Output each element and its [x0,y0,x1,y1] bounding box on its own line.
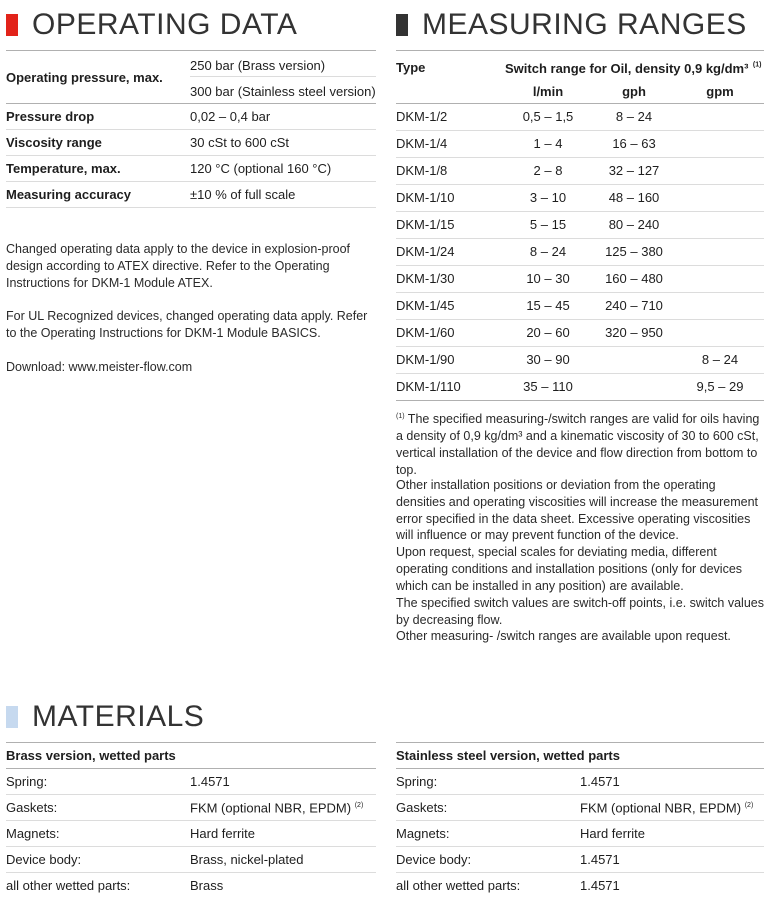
measuring-title: MEASURING RANGES [422,8,747,41]
table-row [6,847,376,872]
operating-value: 120 °C (optional 160 °C) [190,160,332,176]
measuring-note: Other measuring- /switch ranges are available upon request. [396,629,731,643]
table-row [6,51,376,103]
material-value-text: 1.4571 [190,773,230,789]
material-label: Gaskets: [6,799,58,815]
atex-note: Changed operating data apply to the device in explosion-proof design according to ATEX directive. Refer to the Operating Instructions for DKM-1 Module ATEX. [6,242,350,290]
measuring-note: Other installation positions or deviation from the operating densities and operating viscosities will increase the measurement error specified in the data sheet. Excessive operating viscosities will influence or may prevent function of the device. [396,478,758,543]
operating-section-header [6,8,297,42]
steel-rows [396,769,764,898]
measuring-section-header [396,8,747,42]
range-type: DKM-1/90 [396,352,455,367]
range-gph: 32 – 127 [608,163,660,178]
material-value [580,774,620,790]
material-value [190,852,303,868]
range-gpm: 8 – 24 [701,352,739,367]
range-lmin: 20 – 60 [526,325,570,340]
unit-gpm: gpm [706,84,734,99]
table-row [6,130,376,155]
material-value-text: Hard ferrite [190,825,256,841]
type-column-header: Type [396,60,426,75]
operating-label: Pressure drop [6,108,95,124]
table-row [396,266,764,292]
range-lmin: 2 – 8 [533,163,563,178]
materials-section-header [6,700,204,734]
material-value [190,798,363,816]
material-value [580,852,620,868]
range-lmin: 15 – 45 [526,298,570,313]
range-type: DKM-1/24 [396,244,455,259]
brass-materials-table [6,742,376,898]
measuring-table [396,50,764,401]
measuring-header [396,51,764,103]
material-label: Device body: [396,851,472,867]
material-value-text: 1.4571 [580,851,620,867]
material-value-text: 1.4571 [580,877,620,893]
table-row [396,320,764,346]
unit-gph: gph [622,84,646,99]
row-divider [396,400,764,401]
range-type: DKM-1/45 [396,298,455,313]
table-row [396,158,764,184]
operating-value: 30 cSt to 600 cSt [190,134,290,150]
range-gpm: 9,5 – 29 [696,379,744,394]
steel-heading: Stainless steel version, wetted parts [396,748,620,763]
operating-table [6,50,376,208]
measuring-rows [396,104,764,401]
table-row [396,104,764,130]
dark-marker-icon [396,14,408,36]
measuring-note: The specified switch values are switch-off points, i.e. switch values by decreasing flow. [396,596,764,627]
material-label: Spring: [396,773,438,789]
material-label: Gaskets: [396,799,448,815]
material-value-text: FKM (optional NBR, EPDM) [580,800,742,816]
ul-note: For UL Recognized devices, changed operating data apply. Refer to the Operating Instructions for DKM-1 Module BASICS. [6,309,368,340]
material-value [190,774,230,790]
table-row [6,795,376,820]
table-row [6,104,376,129]
footnote-mark: (1) [396,413,405,420]
table-row [396,821,764,846]
range-lmin: 5 – 15 [529,217,567,232]
range-lmin: 30 – 90 [526,352,570,367]
range-gph: 160 – 480 [605,271,663,286]
table-row [396,769,764,794]
light-blue-marker-icon [6,706,18,728]
range-lmin: 10 – 30 [526,271,570,286]
material-value [580,798,753,816]
range-type: DKM-1/15 [396,217,455,232]
table-row [396,185,764,211]
material-label: Magnets: [6,825,60,841]
table-row [396,212,764,238]
range-type: DKM-1/10 [396,190,455,205]
table-row [396,347,764,373]
table-row [396,374,764,400]
footnote-text: The specified measuring-/switch ranges are valid for oils having a density of 0,9 kg/dm³ and a kinematic viscosity of 30 to 600 cSt, vertical installation of the device and flow direction from bottom to top. [396,412,760,477]
switch-range-label: Switch range for Oil, density 0,9 kg/dm³ [505,61,749,76]
operating-label: Operating pressure, max. [6,70,163,85]
range-lmin: 8 – 24 [529,244,567,259]
material-value [190,826,255,842]
table-row [6,821,376,846]
operating-value: 250 bar (Brass version) [190,58,326,73]
material-value [190,878,223,894]
switch-range-header [505,60,761,78]
brass-rows [6,769,376,898]
range-gph: 125 – 380 [605,244,663,259]
measuring-note: Upon request, special scales for deviating media, different operating conditions and installation positions (only for devices which can be installed in any position) are available. [396,545,743,593]
steel-materials-table [396,742,764,898]
range-type: DKM-1/110 [396,379,461,394]
operating-value: 0,02 – 0,4 bar [190,108,271,124]
range-type: DKM-1/30 [396,271,455,286]
range-gph: 320 – 950 [605,325,663,340]
operating-label: Measuring accuracy [6,186,132,202]
operating-title: OPERATING DATA [32,8,298,41]
table-row [396,847,764,872]
operating-value: 300 bar (Stainless steel version) [190,84,376,99]
material-label: all other wetted parts: [6,877,131,893]
material-footnote-ref: (2) [354,802,364,810]
red-marker-icon [6,14,18,36]
brass-heading: Brass version, wetted parts [6,748,176,763]
range-type: DKM-1/60 [396,325,455,340]
range-type: DKM-1/8 [396,163,448,178]
material-value-text: Brass, nickel-plated [190,851,304,867]
table-row [396,239,764,265]
table-row [396,795,764,820]
material-label: Magnets: [396,825,450,841]
download-link[interactable]: Download: www.meister-flow.com [6,360,193,374]
table-row [6,182,376,207]
range-lmin: 0,5 – 1,5 [522,109,574,124]
range-lmin: 3 – 10 [529,190,567,205]
material-label: Device body: [6,851,82,867]
range-type: DKM-1/2 [396,109,448,124]
material-footnote-ref: (2) [744,802,754,810]
range-gph: 80 – 240 [608,217,660,232]
measuring-footnote [396,409,768,478]
material-label: all other wetted parts: [396,877,521,893]
table-row [6,873,376,898]
materials-title: MATERIALS [32,700,205,733]
table-row [6,156,376,181]
range-gph: 240 – 710 [605,298,663,313]
operating-label: Viscosity range [6,134,102,150]
material-value [580,826,645,842]
range-gph: 16 – 63 [612,136,656,151]
material-value-text: FKM (optional NBR, EPDM) [190,800,352,816]
range-lmin: 35 – 110 [523,379,573,394]
range-gph: 8 – 24 [615,109,653,124]
range-type: DKM-1/4 [396,136,448,151]
range-lmin: 1 – 4 [533,136,563,151]
table-row [396,873,764,898]
material-value-text: Hard ferrite [580,825,646,841]
operating-value: ±10 % of full scale [190,186,296,202]
material-value-text: 1.4571 [580,773,620,789]
operating-label: Temperature, max. [6,160,121,176]
table-row [396,293,764,319]
footnote-ref: (1) [752,61,762,69]
material-label: Spring: [6,773,48,789]
unit-lmin: l/min [532,84,564,99]
material-value-text: Brass [190,877,224,893]
table-row [396,131,764,157]
table-row [6,769,376,794]
material-value [580,878,620,894]
range-gph: 48 – 160 [608,190,660,205]
